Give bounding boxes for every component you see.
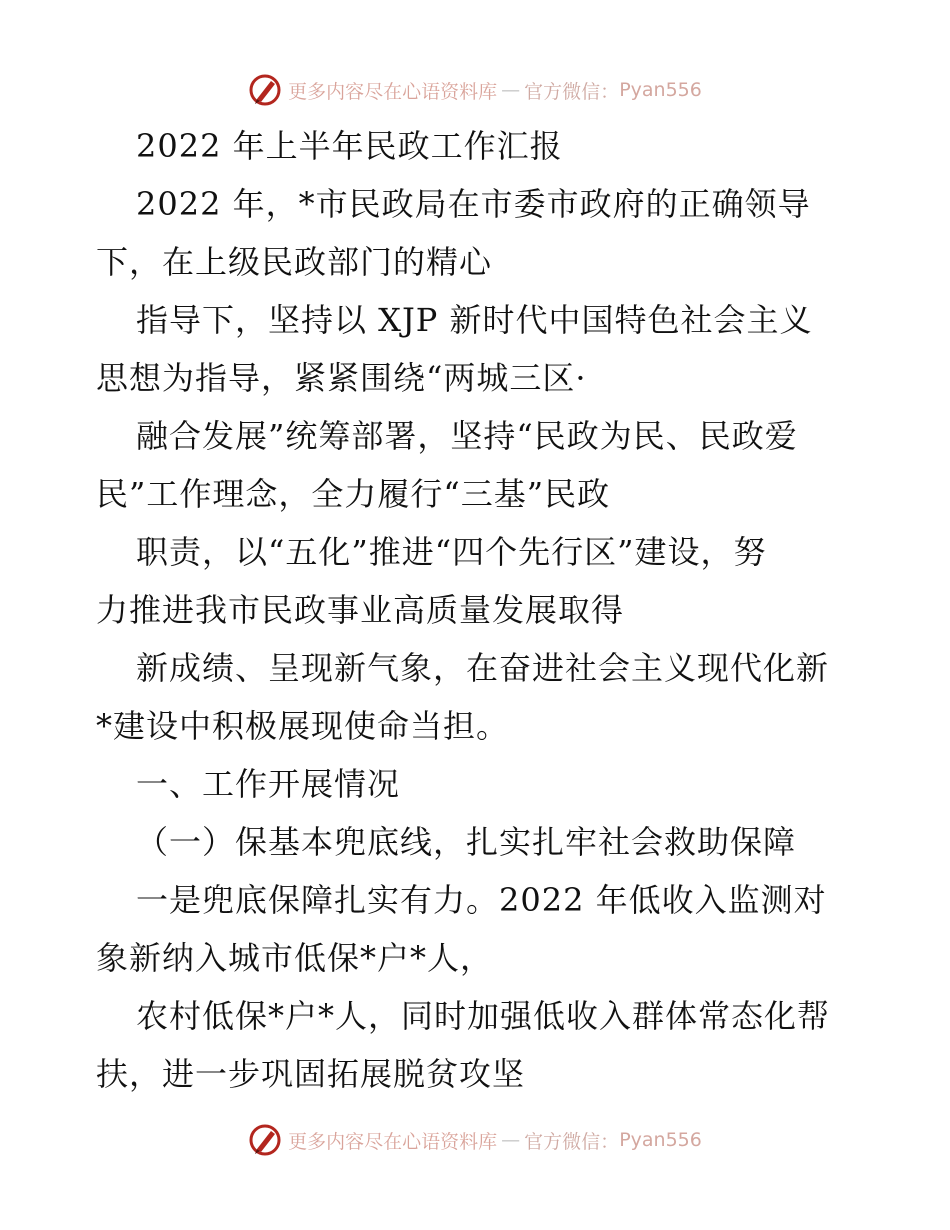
banner-wechat-id: Pyan556: [619, 1129, 702, 1151]
banner-main-text: 更多内容尽在心语资料库: [288, 80, 498, 103]
footer-watermark: [0, 1120, 950, 1160]
paragraph-line: 民”工作理念，全力履行“三基”民政: [96, 475, 611, 513]
paragraph-line: *建设中积极展现使命当担。: [96, 707, 510, 745]
pen-logo-icon: [248, 73, 282, 107]
paragraph-line: 力推进我市民政事业高质量发展取得: [96, 591, 625, 629]
paragraph-line: 融合发展”统筹部署，坚持“民政为民、民政爱: [136, 417, 798, 455]
paragraph-line: 新成绩、呈现新气象，在奋进社会主义现代化新: [136, 649, 830, 687]
paragraph-line: 一是兜底保障扎实有力。2022 年低收入监测对: [136, 881, 827, 919]
paragraph-line: 指导下，坚持以 XJP 新时代中国特色社会主义: [136, 301, 813, 339]
banner-separator: —: [501, 79, 521, 101]
document-title: 2022 年上半年民政工作汇报: [136, 127, 563, 165]
paragraph-line: 职责，以“五化”推进“四个先行区”建设，努: [136, 533, 767, 571]
banner-contact-label: 官方微信：: [524, 80, 620, 103]
paragraph-line: 思想为指导，紧紧围绕“两城三区·: [96, 359, 587, 397]
paragraph-line: 下，在上级民政部门的精心: [96, 243, 493, 281]
paragraph-line: 象新纳入城市低保*户*人，: [96, 939, 494, 977]
paragraph-line: 农村低保*户*人，同时加强低收入群体常态化帮: [136, 997, 831, 1035]
paragraph-line: 扶，进一步巩固拓展脱贫攻坚: [96, 1055, 526, 1093]
subsection-heading: （一）保基本兜底线，扎实扎牢社会救助保障: [136, 823, 797, 861]
header-watermark: [0, 70, 950, 110]
section-heading: 一、工作开展情况: [136, 765, 401, 803]
banner-wechat-id: Pyan556: [619, 79, 702, 101]
paragraph-line: 2022 年，*市民政局在市委市政府的正确领导: [136, 185, 811, 223]
pen-logo-icon: [248, 1123, 282, 1157]
banner-separator: —: [501, 1129, 521, 1151]
document-body: [96, 117, 856, 1103]
banner-main-text: 更多内容尽在心语资料库: [288, 1130, 498, 1153]
banner-contact-label: 官方微信：: [524, 1130, 620, 1153]
